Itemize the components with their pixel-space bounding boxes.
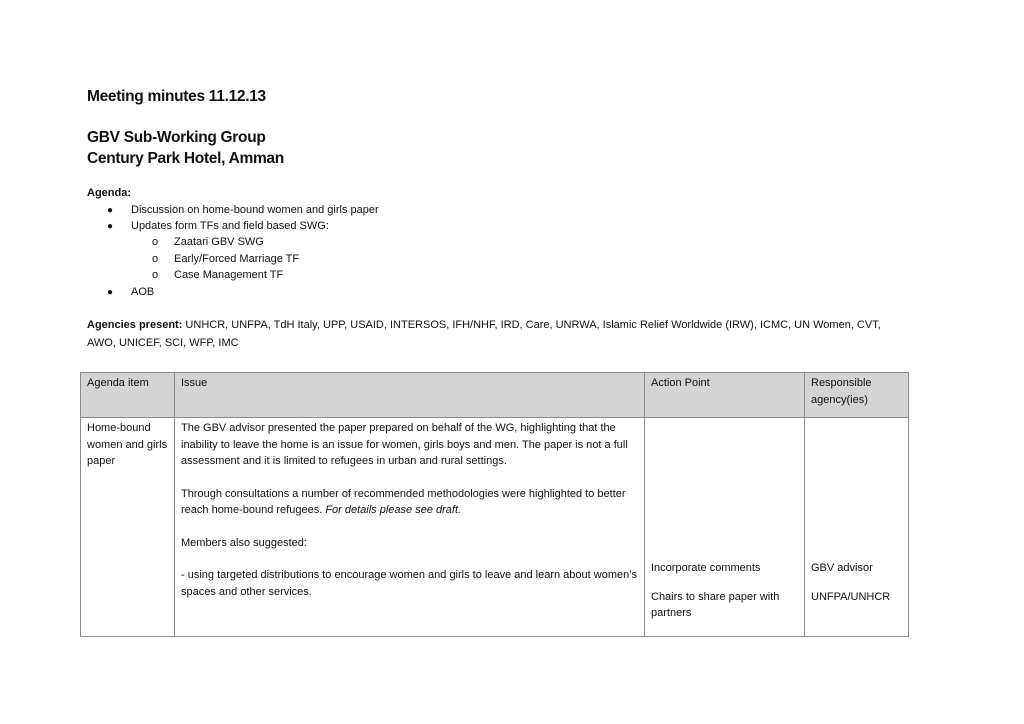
agencies-label: Agencies present: — [87, 319, 183, 331]
agencies-line-2: AWO, UNICEF, SCI, WFP, IMC — [87, 337, 239, 349]
agenda-sub-item: Case Management TF — [174, 269, 284, 281]
document-title: Meeting minutes 11.12.13 — [87, 88, 266, 105]
agencies-list: UNHCR, UNFPA, TdH Italy, UPP, USAID, INTERSOS, IFH/NHF, IRD, Care, UNRWA, Islamic Relief Worldwide (IRW), ICMC, UN Women, CVT, — [182, 319, 881, 331]
responsible-agency: GBV advisor — [811, 562, 873, 574]
issue-paragraph: - using targeted distributions to encourage women and girls to leave and learn about women’s spaces and other services. — [181, 569, 637, 598]
header-responsible: Responsible agency(ies) — [805, 373, 909, 418]
agenda-sub-item: Early/Forced Marriage TF — [174, 253, 300, 265]
header-agenda-item: Agenda item — [81, 373, 175, 418]
agenda-item: Updates form TFs and field based SWG: — [131, 220, 329, 232]
action-item: Chairs to share paper with partners — [651, 590, 780, 619]
issue-italic-note: For details please see draft. — [325, 504, 462, 516]
table-row — [81, 418, 909, 637]
meeting-location: Century Park Hotel, Amman — [87, 150, 284, 167]
circle-bullet-icon: o — [152, 269, 159, 281]
group-name: GBV Sub-Working Group — [87, 129, 266, 146]
header-issue: Issue — [175, 373, 645, 418]
action-item: Incorporate comments — [651, 562, 761, 574]
circle-bullet-icon: o — [152, 236, 159, 248]
minutes-table — [80, 372, 909, 637]
cell-agenda-item: Home-bound women and girls paper — [81, 418, 175, 637]
agencies-line-1 — [87, 319, 881, 331]
responsible-agency: UNFPA/UNHCR — [811, 590, 891, 603]
issue-paragraph — [181, 486, 638, 519]
issue-paragraph: Members also suggested: — [181, 536, 307, 549]
agenda-item: AOB — [131, 286, 155, 298]
table-header-row — [81, 373, 909, 418]
cell-action-point — [645, 418, 805, 637]
cell-responsible — [805, 418, 909, 637]
agenda-item: Discussion on home-bound women and girls paper — [131, 204, 379, 216]
header-action-point: Action Point — [645, 373, 805, 418]
circle-bullet-icon: o — [152, 253, 159, 265]
cell-issue — [175, 418, 645, 637]
issue-text: Through consultations a number of recommended methodologies were highlighted to better reach home-bound refugees. — [181, 487, 626, 516]
bullet-icon: ● — [107, 205, 114, 216]
bullet-icon: ● — [107, 287, 114, 298]
bullet-icon: ● — [107, 221, 114, 232]
agenda-sub-item: Zaatari GBV SWG — [174, 236, 264, 248]
agenda-label: Agenda: — [87, 187, 131, 199]
issue-paragraph: The GBV advisor presented the paper prepared on behalf of the WG, highlighting that the inability to leave the home is an issue for women, girls boys and men. The paper is not a full assessment and it is limited to refugees in urban and rural settings. — [181, 422, 628, 467]
